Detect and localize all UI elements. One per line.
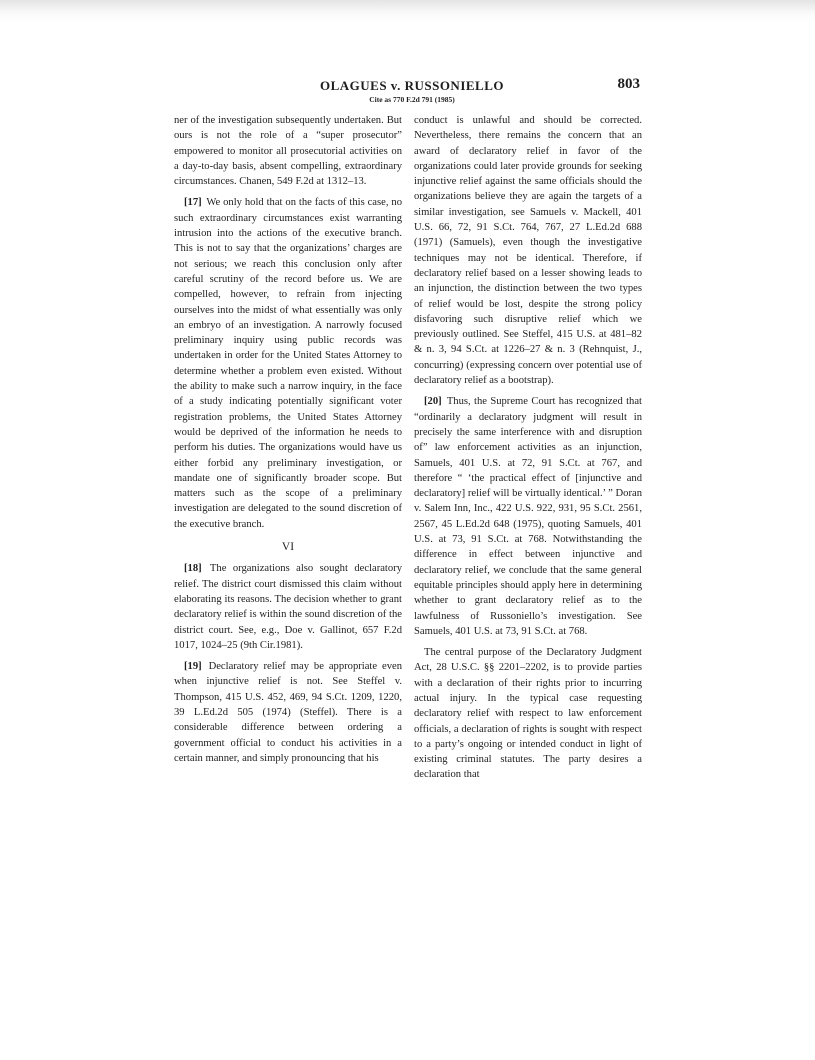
paragraph [414,113,642,388]
left-column [174,113,402,766]
running-title: OLAGUES v. RUSSONIELLO [319,78,505,93]
paragraph [414,645,642,783]
paragraph-text: ner of the investigation subsequently undertaken. But ours is not the role of a “super prosecutor” empowered to monitor all prosecutorial activities on a day-to-day basis, absent compelling, extraordinary circumstances. Chanen, 549 F.2d at 1312–13. [174,115,402,188]
paragraph [174,113,402,189]
scan-edge-shadow [0,0,815,22]
headnote-number: [18] [184,563,202,575]
paragraph [414,394,642,639]
page-number: 803 [617,76,640,92]
paragraph [174,195,402,532]
section-heading: VI [281,541,295,554]
paragraph-text: We only hold that on the facts of this case, no such extraordinary circumstances exist warranting intrusion into the actions of the executive branch. This is not to say that the organizations’ charges are not serious; we reach this conclusion only after careful scrutiny of the record before us. We are compelled, however, to refrain from injecting ourselves into the midst of what essentially was only an embryo of an investigation. A narrowly focused preliminary inquiry using public records was undertaken in order for the United States Attorney to determine whether a problem even existed. Without the ability to make such a narrow inquiry, in the face of a study indicating potentially significant voter registration problems, the United States Attorney would be deprived of the information he needs to perform his duties. The organizations would have us either forbid any preliminary investigation, or mandate one of significantly broader scope. But matters such as the scope of a preliminary investigation are delegated to the sound discretion of the executive branch. [174,197,402,530]
page-header [0,78,815,118]
paragraph-text: Thus, the Supreme Court has recognized that “ordinarily a declaratory judgment will result in precisely the same interference with and disruption of” law enforcement activities as an injunction, Samuels, 401 U.S. at 72, 91 S.Ct. at 767, and therefore “ ‘the practical effect of [injunctive and declaratory] relief will be virtually identical.’ ” Doran v. Salem Inn, Inc., 422 U.S. 922, 931, 95 S.Ct. 2561, 2567, 45 L.Ed.2d 648 (1975), quoting Samuels, 401 U.S. at 73, 91 S.Ct. at 768. Notwithstanding the difference in effect between injunctive and declaratory relief, we conclude that the same general equitable principles should apply here in determining whether to grant declaratory relief as to the lawfulness of Russoniello’s investigation. See Samuels, 401 U.S. at 73, 91 S.Ct. at 768. [414,396,642,637]
headnote-number: [17] [184,197,202,209]
paragraph-text: The organizations also sought declaratory relief. The district court dismissed this claim without elaborating its reasons. The decision whether to grant declaratory relief is within the sound discretion of the district court. See, e.g., Doe v. Gallinot, 657 F.2d 1017, 1024–25 (9th Cir.1981). [174,563,402,651]
paragraph [174,561,402,653]
headnote-number: [20] [424,396,442,408]
paragraph-text: conduct is unlawful and should be corrected. Nevertheless, there remains the concern that an award of declaratory relief in favor of the organizations could later provide grounds for seeking injunctive relief against the same officials should the organizations believe they are again the targets of a similar investigation, see Samuels v. Mackell, 401 U.S. 66, 72, 91 S.Ct. 764, 767, 27 L.Ed.2d 688 (1971) (Samuels), even though the investigative techniques may not be identical. Therefore, if declaratory relief based on a lesser showing leads to an injunction, the distinction between the two types of relief would be lost, despite the strong policy disfavoring such disruptive relief which we previously outlined. See Steffel, 415 U.S. at 481–82 & n. 3, 94 S.Ct. at 1226–27 & n. 3 (Rehnquist, J., concurring) (expressing concern over potential use of declaratory relief as a bootstrap). [414,115,642,387]
headnote-number: [19] [184,661,202,673]
paragraph-text: Declaratory relief may be appropriate even when injunctive relief is not. See Steffel v. Thompson, 415 U.S. 452, 469, 94 S.Ct. 1209, 1220, 39 L.Ed.2d 505 (1974) (Steffel). There is a considerable difference between ordering a government official to conduct his activities in a certain manner, and simply pronouncing that his [174,661,402,764]
right-column [414,113,642,783]
paragraph [174,659,402,766]
paragraph-text: The central purpose of the Declaratory Judgment Act, 28 U.S.C. §§ 2201–2202, is to provide parties with a declaration of their rights prior to incurring actual injury. In the typical case requesting declaratory relief with respect to law enforcement officials, a declaration of rights is sought with respect to a party’s ongoing or intended conduct in light of existing criminal statutes. The party desires a declaration that [414,647,642,781]
citation-line: Cite as 770 F.2d 791 (1985) [369,95,455,104]
